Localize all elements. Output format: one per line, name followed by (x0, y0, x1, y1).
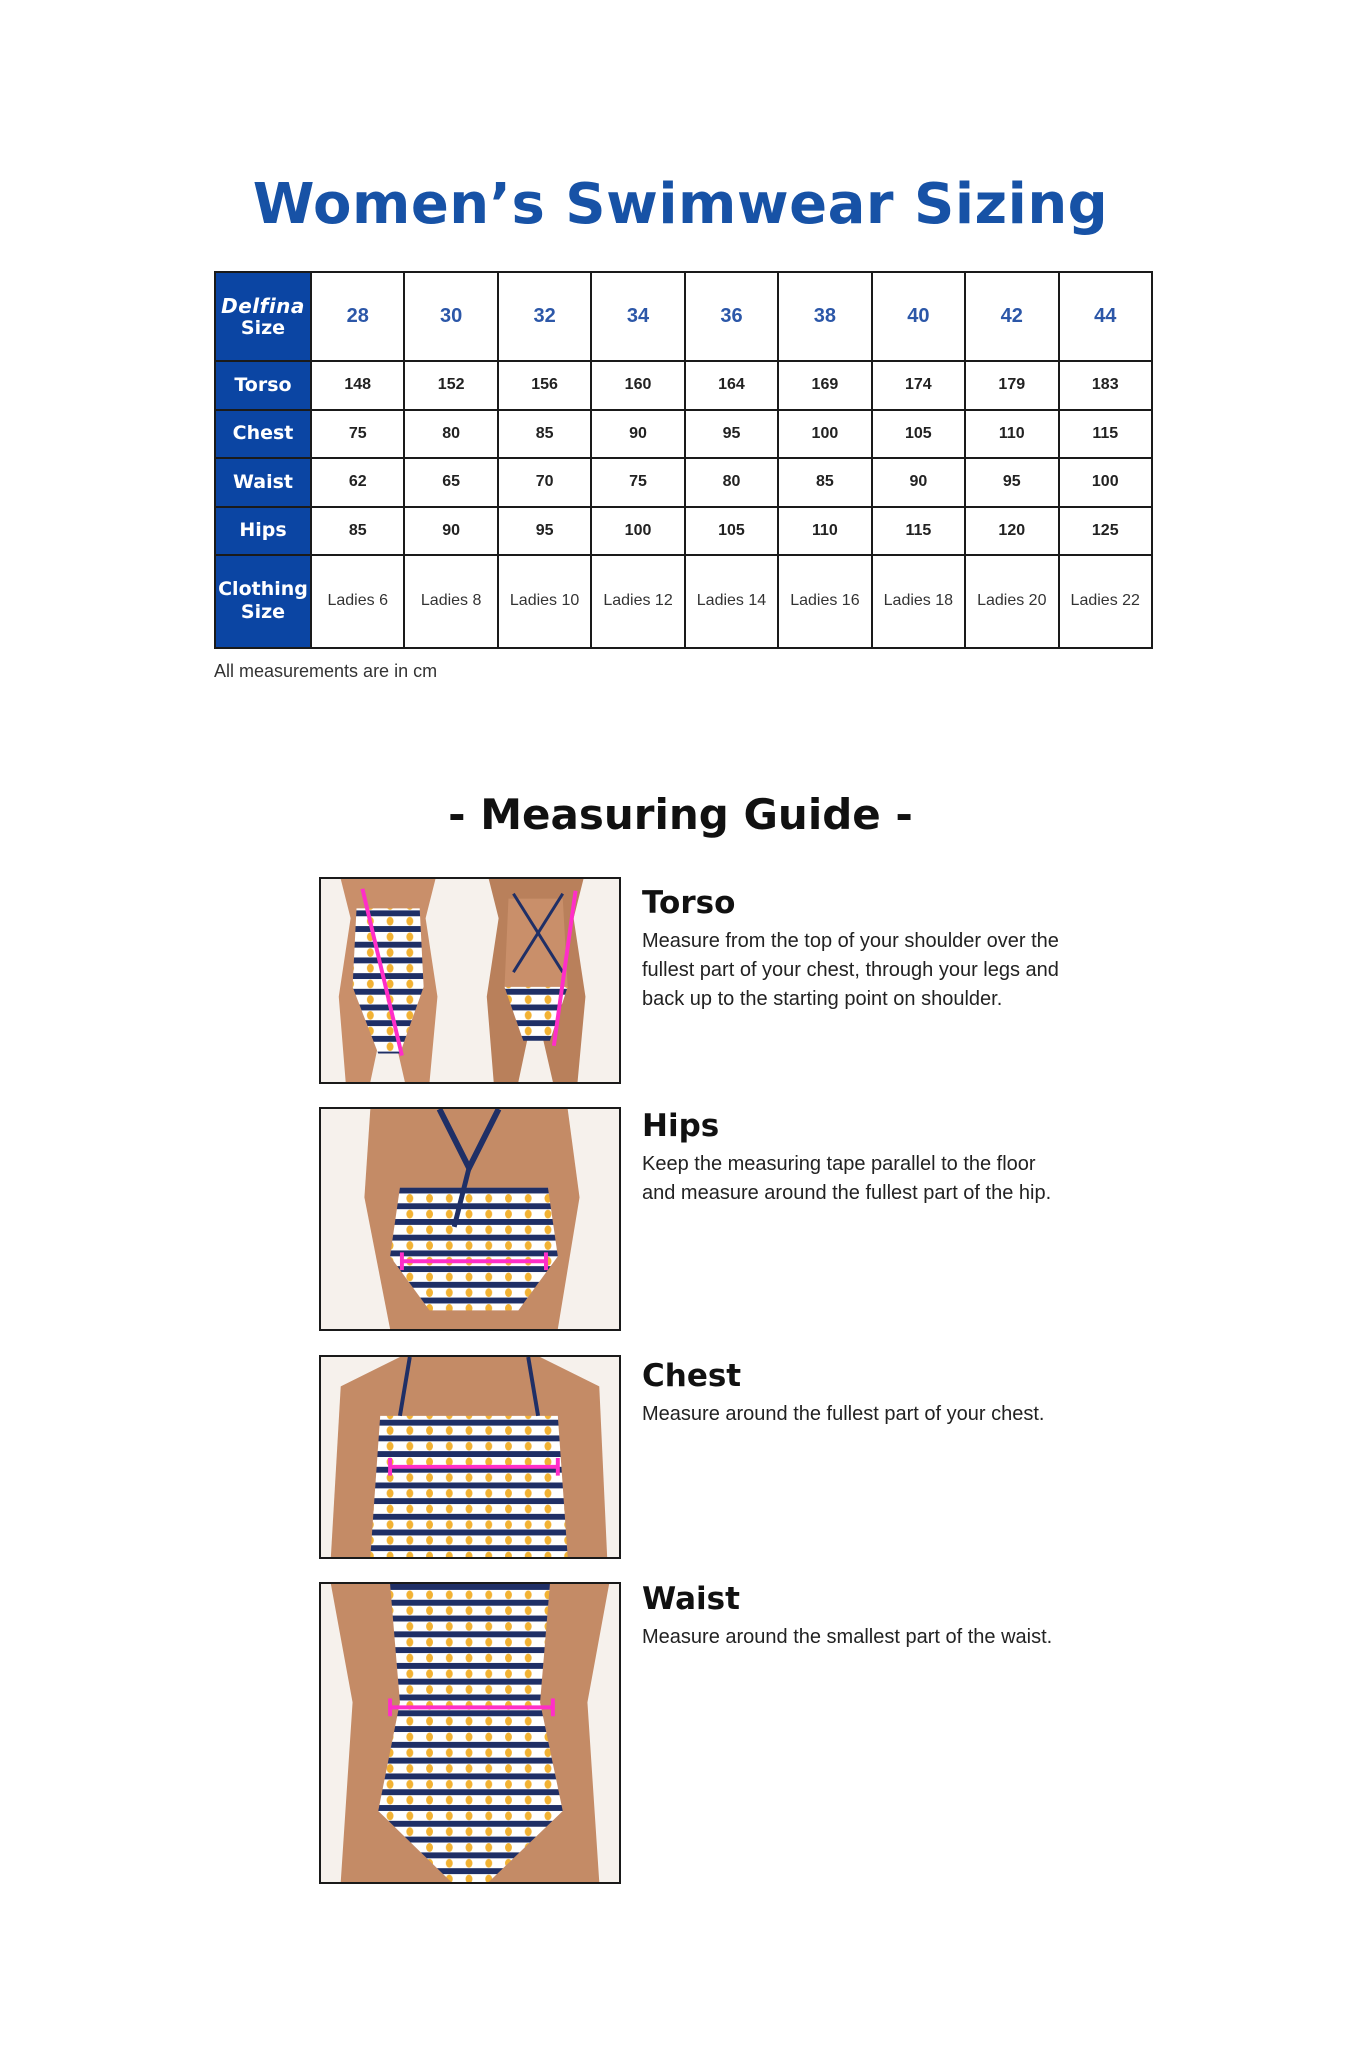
torso-row (215, 361, 1152, 409)
torso-instructions: Measure from the top of your shoulder over the fullest part of your chest, through your legs and back up to the starting point on shoulder. (642, 930, 1059, 1010)
row-label-torso: Torso (215, 361, 311, 409)
torso-heading: Torso (642, 885, 736, 921)
row-label-chest: Chest (215, 410, 311, 458)
chest-photo (319, 1355, 621, 1559)
table-cell: 115 (1059, 410, 1153, 458)
table-cell: 95 (685, 410, 778, 458)
measuring-guide-title: - Measuring Guide - (448, 790, 913, 839)
hips-row (215, 507, 1152, 555)
hips-heading: Hips (642, 1108, 720, 1144)
table-cell: 152 (404, 361, 497, 409)
table-cell: 100 (591, 507, 684, 555)
chest-guide (642, 1358, 1062, 1429)
table-cell: 160 (591, 361, 684, 409)
size-cell: 32 (498, 272, 591, 361)
table-cell: 90 (591, 410, 684, 458)
table-cell: 75 (591, 458, 684, 506)
row-label-hips: Hips (215, 507, 311, 555)
table-cell: 148 (311, 361, 404, 409)
brand-size-header (215, 272, 311, 361)
table-cell: 85 (498, 410, 591, 458)
clothing-size-row (215, 555, 1152, 648)
hips-guide (642, 1108, 1062, 1208)
table-cell: 105 (685, 507, 778, 555)
table-cell: 179 (965, 361, 1058, 409)
waist-photo (319, 1582, 621, 1884)
table-cell: 95 (965, 458, 1058, 506)
table-cell: Ladies 16 (778, 555, 871, 648)
table-cell: 90 (404, 507, 497, 555)
waist-instructions: Measure around the smallest part of the waist. (642, 1626, 1053, 1648)
table-cell: 115 (872, 507, 965, 555)
size-cell: 34 (591, 272, 684, 361)
size-cell: 40 (872, 272, 965, 361)
table-cell: 105 (872, 410, 965, 458)
torso-guide (642, 885, 1062, 1014)
measurement-unit-note: All measurements are in cm (214, 661, 438, 681)
size-cell: 38 (778, 272, 871, 361)
table-cell: Ladies 22 (1059, 555, 1153, 648)
table-cell: Ladies 10 (498, 555, 591, 648)
table-cell: 174 (872, 361, 965, 409)
table-cell: 95 (498, 507, 591, 555)
table-cell: 70 (498, 458, 591, 506)
table-cell: 125 (1059, 507, 1153, 555)
table-cell: Ladies 20 (965, 555, 1058, 648)
brand-logo-text: Delfina (221, 293, 305, 318)
table-cell: Ladies 6 (311, 555, 404, 648)
table-cell: 90 (872, 458, 965, 506)
table-cell: 164 (685, 361, 778, 409)
table-cell: 183 (1059, 361, 1153, 409)
waist-heading: Waist (642, 1581, 740, 1617)
chest-heading: Chest (642, 1358, 742, 1394)
page-title: Women’s Swimwear Sizing (252, 172, 1109, 237)
table-cell: 169 (778, 361, 871, 409)
table-cell: Ladies 14 (685, 555, 778, 648)
table-cell: 75 (311, 410, 404, 458)
hips-instructions: Keep the measuring tape parallel to the floor and measure around the fullest part of the hip. (642, 1153, 1052, 1204)
size-chart-table (214, 271, 1153, 649)
table-cell: 120 (965, 507, 1058, 555)
chest-instructions: Measure around the fullest part of your chest. (642, 1403, 1045, 1425)
waist-guide (642, 1581, 1062, 1652)
row-label-clothing-size: Clothing Size (215, 555, 311, 648)
chest-row (215, 410, 1152, 458)
row-label-waist: Waist (215, 458, 311, 506)
table-cell: 62 (311, 458, 404, 506)
table-cell: 156 (498, 361, 591, 409)
table-cell: 85 (311, 507, 404, 555)
size-cell: 44 (1059, 272, 1153, 361)
size-cell: 30 (404, 272, 497, 361)
table-cell: Ladies 18 (872, 555, 965, 648)
table-cell: 110 (778, 507, 871, 555)
torso-photo (319, 877, 621, 1084)
table-cell: 65 (404, 458, 497, 506)
size-header-row (215, 272, 1152, 361)
table-cell: Ladies 12 (591, 555, 684, 648)
size-label: Size (240, 316, 286, 339)
size-cell: 36 (685, 272, 778, 361)
table-cell: 110 (965, 410, 1058, 458)
waist-row (215, 458, 1152, 506)
table-cell: 100 (778, 410, 871, 458)
table-cell: 80 (404, 410, 497, 458)
table-cell: 100 (1059, 458, 1153, 506)
table-cell: 85 (778, 458, 871, 506)
size-cell: 28 (311, 272, 404, 361)
hips-photo (319, 1107, 621, 1331)
table-cell: Ladies 8 (404, 555, 497, 648)
size-cell: 42 (965, 272, 1058, 361)
table-cell: 80 (685, 458, 778, 506)
